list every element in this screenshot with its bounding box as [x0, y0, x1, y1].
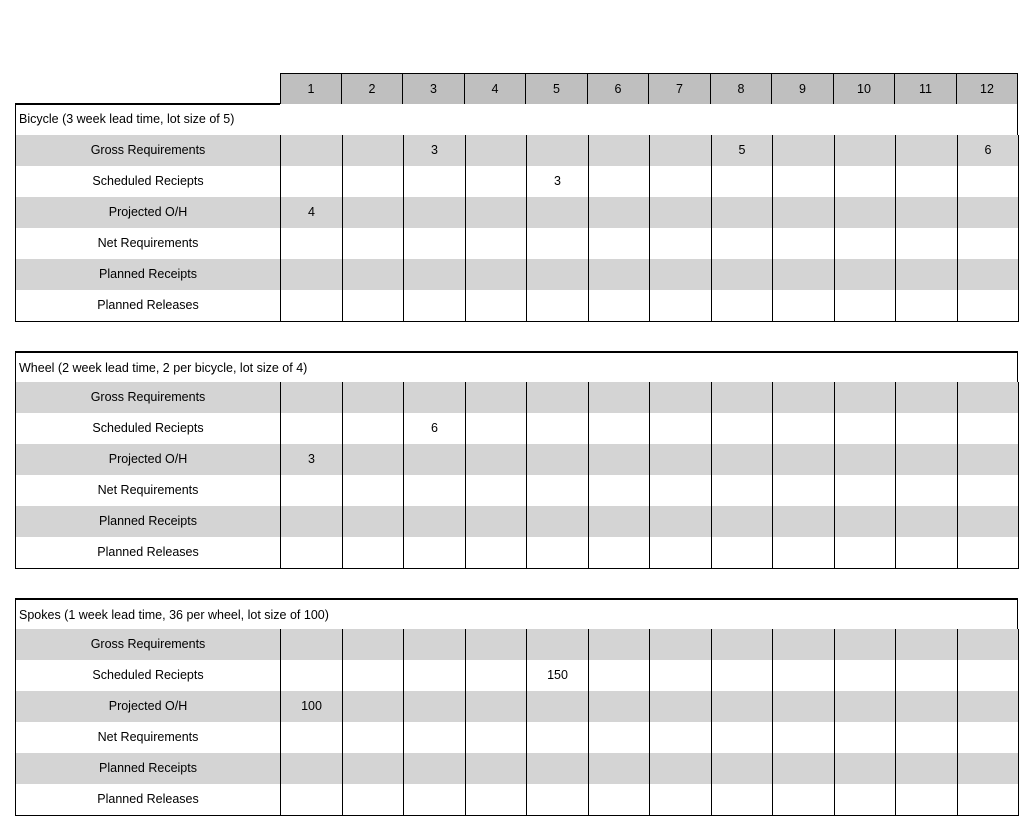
grid-cell[interactable]	[527, 290, 589, 322]
grid-cell[interactable]	[404, 753, 466, 785]
grid-cell[interactable]	[281, 506, 343, 538]
grid-cell[interactable]	[958, 691, 1019, 723]
grid-cell[interactable]	[958, 259, 1019, 291]
period-header: 11	[894, 73, 957, 105]
grid-cell[interactable]	[650, 537, 712, 569]
grid-cell[interactable]	[466, 753, 527, 785]
grid-cell[interactable]: 5	[712, 135, 773, 167]
grid-cell[interactable]	[958, 722, 1019, 754]
period-header: 5	[525, 73, 588, 105]
grid-cell[interactable]	[712, 259, 773, 291]
grid-cell[interactable]	[343, 784, 404, 816]
grid-cell[interactable]	[343, 290, 404, 322]
grid-cell[interactable]	[589, 660, 650, 692]
grid-cell[interactable]: 100	[281, 691, 343, 723]
grid-cell[interactable]	[773, 629, 835, 661]
row-label: Gross Requirements	[15, 135, 281, 167]
grid-cell[interactable]: 6	[404, 413, 466, 445]
grid-cell[interactable]	[466, 290, 527, 322]
grid-cell[interactable]	[958, 629, 1019, 661]
grid-cell[interactable]	[466, 660, 527, 692]
period-header: 10	[833, 73, 895, 105]
grid-cell[interactable]	[281, 290, 343, 322]
grid-cell[interactable]	[835, 506, 896, 538]
grid-cell[interactable]	[589, 722, 650, 754]
grid-cell[interactable]	[712, 382, 773, 414]
grid-cell[interactable]	[281, 784, 343, 816]
row-label: Planned Releases	[15, 290, 281, 322]
grid-cell[interactable]	[281, 228, 343, 260]
grid-cell[interactable]	[404, 475, 466, 507]
grid-cell[interactable]	[527, 444, 589, 476]
period-header: 2	[341, 73, 403, 105]
grid-cell[interactable]	[835, 413, 896, 445]
grid-cell[interactable]	[712, 228, 773, 260]
grid-cell[interactable]	[835, 537, 896, 569]
row-label: Net Requirements	[15, 475, 281, 507]
grid-cell[interactable]	[589, 444, 650, 476]
grid-cell[interactable]	[650, 197, 712, 229]
grid-cell[interactable]	[527, 691, 589, 723]
grid-cell[interactable]	[404, 629, 466, 661]
grid-cell[interactable]	[343, 259, 404, 291]
grid-cell[interactable]	[835, 166, 896, 198]
grid-cell[interactable]	[527, 197, 589, 229]
grid-cell[interactable]	[527, 413, 589, 445]
grid-cell[interactable]	[896, 691, 958, 723]
row-label: Planned Releases	[15, 537, 281, 569]
grid-cell[interactable]	[404, 166, 466, 198]
grid-cell[interactable]	[343, 166, 404, 198]
grid-cell[interactable]: 4	[281, 197, 343, 229]
period-header: 1	[280, 73, 342, 105]
grid-cell[interactable]	[466, 784, 527, 816]
grid-cell[interactable]	[896, 629, 958, 661]
grid-cell[interactable]	[343, 135, 404, 167]
row-label: Scheduled Reciepts	[15, 660, 281, 692]
grid-cell[interactable]	[896, 753, 958, 785]
grid-cell[interactable]	[343, 506, 404, 538]
grid-cell[interactable]	[281, 660, 343, 692]
grid-cell[interactable]	[527, 784, 589, 816]
grid-cell[interactable]	[404, 691, 466, 723]
grid-cell[interactable]	[712, 537, 773, 569]
grid-cell[interactable]	[589, 259, 650, 291]
grid-cell[interactable]	[896, 197, 958, 229]
grid-cell[interactable]	[650, 629, 712, 661]
grid-cell[interactable]	[773, 197, 835, 229]
grid-cell[interactable]	[712, 290, 773, 322]
grid-cell[interactable]: 3	[527, 166, 589, 198]
grid-cell[interactable]	[343, 660, 404, 692]
grid-cell[interactable]	[896, 475, 958, 507]
grid-cell[interactable]	[404, 382, 466, 414]
period-header: 12	[956, 73, 1018, 105]
grid-cell[interactable]	[773, 259, 835, 291]
grid-cell[interactable]	[466, 691, 527, 723]
row-label: Planned Receipts	[15, 259, 281, 291]
grid-cell[interactable]	[466, 537, 527, 569]
grid-cell[interactable]: 150	[527, 660, 589, 692]
grid-cell[interactable]	[466, 166, 527, 198]
period-header: 8	[710, 73, 772, 105]
grid-cell[interactable]	[343, 382, 404, 414]
grid-cell[interactable]	[896, 382, 958, 414]
grid-cell[interactable]	[343, 629, 404, 661]
grid-cell[interactable]	[343, 722, 404, 754]
grid-cell[interactable]	[835, 784, 896, 816]
grid-cell[interactable]	[527, 506, 589, 538]
grid-cell[interactable]	[650, 722, 712, 754]
grid-cell[interactable]	[650, 166, 712, 198]
header-underline	[15, 103, 280, 105]
grid-cell[interactable]	[650, 753, 712, 785]
grid-cell[interactable]	[466, 629, 527, 661]
period-header: 6	[587, 73, 649, 105]
period-header: 7	[648, 73, 711, 105]
grid-cell[interactable]	[589, 753, 650, 785]
grid-cell[interactable]	[589, 290, 650, 322]
grid-cell[interactable]	[773, 537, 835, 569]
grid-cell[interactable]	[896, 135, 958, 167]
grid-cell[interactable]	[650, 784, 712, 816]
grid-cell[interactable]	[896, 166, 958, 198]
row-label: Scheduled Reciepts	[15, 413, 281, 445]
grid-cell[interactable]	[650, 228, 712, 260]
grid-cell[interactable]	[404, 259, 466, 291]
row-label: Net Requirements	[15, 722, 281, 754]
grid-cell[interactable]	[466, 722, 527, 754]
grid-cell[interactable]	[712, 722, 773, 754]
grid-cell[interactable]	[773, 784, 835, 816]
grid-cell[interactable]	[466, 413, 527, 445]
grid-cell[interactable]	[404, 722, 466, 754]
grid-cell[interactable]	[404, 290, 466, 322]
grid-cell[interactable]	[958, 290, 1019, 322]
grid-cell[interactable]	[404, 537, 466, 569]
grid-cell[interactable]	[281, 166, 343, 198]
grid-cell[interactable]	[650, 475, 712, 507]
grid-cell[interactable]	[835, 475, 896, 507]
grid-cell[interactable]	[589, 135, 650, 167]
row-label: Projected O/H	[15, 691, 281, 723]
grid-cell[interactable]	[281, 413, 343, 445]
grid-cell[interactable]	[958, 506, 1019, 538]
grid-cell[interactable]	[404, 197, 466, 229]
grid-cell[interactable]	[835, 444, 896, 476]
grid-cell[interactable]	[958, 475, 1019, 507]
grid-cell[interactable]	[650, 413, 712, 445]
grid-cell[interactable]	[835, 660, 896, 692]
grid-cell[interactable]	[958, 444, 1019, 476]
grid-cell[interactable]	[835, 722, 896, 754]
grid-cell[interactable]	[343, 413, 404, 445]
grid-cell[interactable]	[712, 660, 773, 692]
grid-cell[interactable]	[281, 629, 343, 661]
grid-cell[interactable]	[589, 691, 650, 723]
row-label: Net Requirements	[15, 228, 281, 260]
grid-cell[interactable]	[466, 475, 527, 507]
grid-cell[interactable]	[281, 537, 343, 569]
grid-cell[interactable]	[343, 444, 404, 476]
period-header: 9	[771, 73, 834, 105]
grid-cell[interactable]	[343, 475, 404, 507]
grid-cell[interactable]	[896, 660, 958, 692]
grid-cell[interactable]	[466, 135, 527, 167]
grid-cell[interactable]	[835, 290, 896, 322]
grid-cell[interactable]	[958, 784, 1019, 816]
item-title: Bicycle (3 week lead time, lot size of 5)	[15, 104, 1018, 136]
grid-cell[interactable]	[896, 784, 958, 816]
grid-cell[interactable]	[712, 475, 773, 507]
grid-cell[interactable]	[773, 506, 835, 538]
period-header: 4	[464, 73, 526, 105]
row-label: Scheduled Reciepts	[15, 166, 281, 198]
grid-cell[interactable]	[896, 444, 958, 476]
grid-cell[interactable]	[896, 259, 958, 291]
grid-cell[interactable]	[527, 228, 589, 260]
grid-cell[interactable]	[466, 259, 527, 291]
grid-cell[interactable]	[896, 722, 958, 754]
grid-cell[interactable]	[589, 382, 650, 414]
grid-cell[interactable]	[404, 506, 466, 538]
grid-cell[interactable]	[958, 197, 1019, 229]
grid-cell[interactable]	[466, 444, 527, 476]
grid-cell[interactable]	[527, 382, 589, 414]
grid-cell[interactable]	[281, 753, 343, 785]
grid-cell[interactable]	[589, 228, 650, 260]
grid-cell[interactable]	[650, 506, 712, 538]
grid-cell[interactable]	[773, 753, 835, 785]
item-title: Spokes (1 week lead time, 36 per wheel, lot size of 100)	[15, 598, 1018, 630]
grid-cell[interactable]	[835, 629, 896, 661]
grid-cell[interactable]	[773, 290, 835, 322]
grid-cell[interactable]	[773, 166, 835, 198]
grid-cell[interactable]	[589, 413, 650, 445]
grid-cell[interactable]	[404, 784, 466, 816]
grid-cell[interactable]	[835, 197, 896, 229]
grid-cell[interactable]	[343, 691, 404, 723]
grid-cell[interactable]	[773, 722, 835, 754]
row-label: Projected O/H	[15, 444, 281, 476]
grid-cell[interactable]	[712, 444, 773, 476]
grid-cell[interactable]	[589, 475, 650, 507]
grid-cell[interactable]	[466, 228, 527, 260]
grid-cell[interactable]	[712, 413, 773, 445]
period-header: 3	[402, 73, 465, 105]
grid-cell[interactable]	[712, 784, 773, 816]
grid-cell[interactable]	[773, 413, 835, 445]
grid-cell[interactable]	[589, 784, 650, 816]
grid-cell[interactable]	[712, 197, 773, 229]
grid-cell[interactable]	[404, 444, 466, 476]
grid-cell[interactable]	[281, 722, 343, 754]
grid-cell[interactable]: 3	[281, 444, 343, 476]
grid-cell[interactable]	[650, 135, 712, 167]
grid-cell[interactable]	[958, 382, 1019, 414]
grid-cell[interactable]	[343, 228, 404, 260]
grid-cell[interactable]	[712, 753, 773, 785]
grid-cell[interactable]	[896, 413, 958, 445]
grid-cell[interactable]	[281, 135, 343, 167]
grid-cell[interactable]	[712, 506, 773, 538]
grid-cell[interactable]	[773, 135, 835, 167]
grid-cell[interactable]	[650, 259, 712, 291]
grid-cell[interactable]	[958, 660, 1019, 692]
grid-cell[interactable]	[527, 722, 589, 754]
grid-cell[interactable]	[650, 444, 712, 476]
grid-cell[interactable]	[896, 228, 958, 260]
grid-cell[interactable]	[466, 382, 527, 414]
grid-cell[interactable]	[896, 506, 958, 538]
grid-cell[interactable]	[773, 475, 835, 507]
row-label: Planned Receipts	[15, 506, 281, 538]
grid-cell[interactable]	[958, 537, 1019, 569]
grid-cell[interactable]	[712, 629, 773, 661]
grid-cell[interactable]	[589, 197, 650, 229]
grid-cell[interactable]	[281, 259, 343, 291]
grid-cell[interactable]: 6	[958, 135, 1019, 167]
grid-cell[interactable]	[958, 228, 1019, 260]
grid-cell[interactable]	[589, 506, 650, 538]
grid-cell[interactable]	[835, 259, 896, 291]
grid-cell[interactable]	[650, 660, 712, 692]
row-label: Planned Releases	[15, 784, 281, 816]
grid-cell[interactable]	[835, 753, 896, 785]
grid-cell[interactable]	[404, 660, 466, 692]
grid-cell[interactable]	[835, 382, 896, 414]
grid-cell[interactable]	[589, 537, 650, 569]
grid-cell[interactable]	[712, 166, 773, 198]
grid-cell[interactable]	[281, 475, 343, 507]
grid-cell[interactable]	[773, 382, 835, 414]
row-label: Projected O/H	[15, 197, 281, 229]
row-label: Planned Receipts	[15, 753, 281, 785]
grid-cell[interactable]	[527, 629, 589, 661]
grid-cell[interactable]	[343, 197, 404, 229]
grid-cell[interactable]	[343, 537, 404, 569]
grid-cell[interactable]	[958, 413, 1019, 445]
grid-cell[interactable]	[773, 691, 835, 723]
grid-cell[interactable]	[527, 475, 589, 507]
grid-cell[interactable]	[896, 290, 958, 322]
grid-cell[interactable]	[712, 691, 773, 723]
row-label: Gross Requirements	[15, 629, 281, 661]
grid-cell[interactable]	[958, 753, 1019, 785]
grid-cell[interactable]	[773, 228, 835, 260]
grid-cell[interactable]	[773, 660, 835, 692]
grid-cell[interactable]	[958, 166, 1019, 198]
grid-cell[interactable]	[281, 382, 343, 414]
grid-cell[interactable]	[527, 537, 589, 569]
grid-cell[interactable]	[527, 135, 589, 167]
grid-cell[interactable]	[650, 691, 712, 723]
grid-cell[interactable]	[835, 228, 896, 260]
grid-cell[interactable]	[404, 228, 466, 260]
grid-cell[interactable]	[650, 290, 712, 322]
grid-cell[interactable]	[466, 197, 527, 229]
grid-cell[interactable]	[466, 506, 527, 538]
grid-cell[interactable]	[835, 691, 896, 723]
grid-cell[interactable]	[773, 444, 835, 476]
row-label: Gross Requirements	[15, 382, 281, 414]
grid-cell[interactable]	[343, 753, 404, 785]
grid-cell[interactable]	[589, 166, 650, 198]
item-title: Wheel (2 week lead time, 2 per bicycle, lot size of 4)	[15, 351, 1018, 383]
grid-cell[interactable]: 3	[404, 135, 466, 167]
grid-cell[interactable]	[527, 259, 589, 291]
grid-cell[interactable]	[527, 753, 589, 785]
grid-cell[interactable]	[896, 537, 958, 569]
grid-cell[interactable]	[650, 382, 712, 414]
grid-cell[interactable]	[835, 135, 896, 167]
grid-cell[interactable]	[589, 629, 650, 661]
